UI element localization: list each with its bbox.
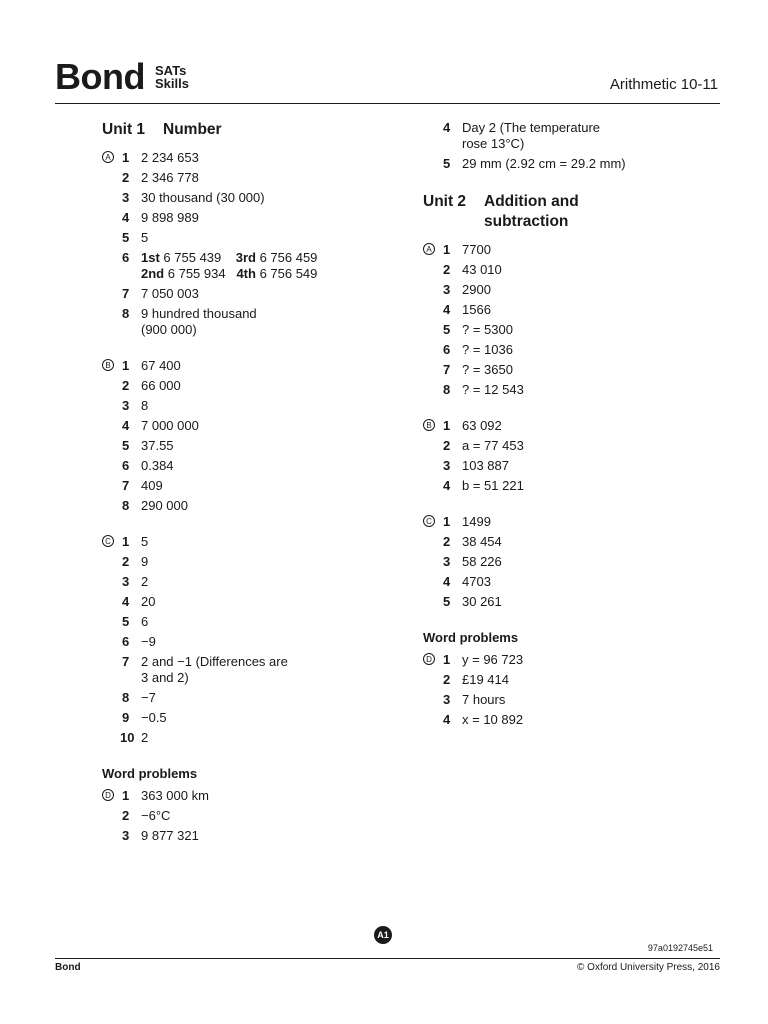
question-number: 4 xyxy=(122,594,130,609)
question-number: 9 xyxy=(122,710,130,725)
answer-text: 1st 6 755 439 3rd 6 756 459 2nd 6 755 934 4th 6 756 549 xyxy=(141,250,318,281)
question-number: 3 xyxy=(443,692,451,707)
answer-row xyxy=(423,652,723,668)
answer-row xyxy=(102,788,382,804)
answer-row xyxy=(102,418,382,434)
answer-text: a = 77 453 xyxy=(462,438,524,453)
question-number: 5 xyxy=(443,594,451,609)
answer-row xyxy=(102,574,382,590)
unit-1-section-a xyxy=(102,150,382,338)
question-number: 3 xyxy=(122,398,130,413)
question-number: 1 xyxy=(122,358,130,373)
answer-text: 9 877 321 xyxy=(141,828,199,843)
question-number: 7 xyxy=(122,478,130,493)
answer-text: 103 887 xyxy=(462,458,509,473)
answer-text: 5 xyxy=(141,534,149,549)
brand-subtitle-line-1: SATs xyxy=(155,63,187,78)
answer-row xyxy=(423,594,723,610)
answer-text: b = 51 221 xyxy=(462,478,524,493)
unit-number: Unit 1 xyxy=(102,121,146,138)
answer-text: 1566 xyxy=(462,302,491,317)
question-number: 7 xyxy=(443,362,451,377)
answer-text: 30 thousand (30 000) xyxy=(141,190,265,205)
answer-text: −6°C xyxy=(141,808,171,823)
brand-subtitle-line-2: Skills xyxy=(155,76,189,91)
question-number: 2 xyxy=(122,808,130,823)
answer-row xyxy=(423,418,723,434)
footer-divider xyxy=(55,958,720,959)
answer-row xyxy=(102,710,382,726)
question-number: 5 xyxy=(122,438,130,453)
answer-row xyxy=(102,398,382,414)
question-number: 10 xyxy=(120,730,135,745)
answer-row xyxy=(102,170,382,186)
answer-row xyxy=(102,210,382,226)
answer-row xyxy=(423,458,723,474)
unit-name: Addition and subtraction xyxy=(484,193,579,230)
answer-text: −9 xyxy=(141,634,156,649)
answer-row xyxy=(423,712,723,728)
brand-logo: Bond xyxy=(55,56,145,97)
answer-text: 37.55 xyxy=(141,438,174,453)
section-a-badge: A xyxy=(102,151,114,163)
answer-row xyxy=(102,730,382,746)
section-c-badge: C xyxy=(102,535,114,547)
answer-row xyxy=(102,190,382,206)
answer-row xyxy=(102,654,382,686)
question-number: 5 xyxy=(122,230,130,245)
answer-row xyxy=(102,230,382,246)
answer-text: 58 226 xyxy=(462,554,502,569)
answer-row xyxy=(423,554,723,570)
answer-text: £19 414 xyxy=(462,672,509,687)
question-number: 5 xyxy=(122,614,130,629)
unit-1-section-d-continued xyxy=(423,120,723,172)
answer-text: 43 010 xyxy=(462,262,502,277)
answer-row xyxy=(102,498,382,514)
question-number: 8 xyxy=(122,306,130,321)
answer-text: 38 454 xyxy=(462,534,502,549)
footer-copyright: © Oxford University Press, 2016 xyxy=(577,962,720,973)
question-number: 2 xyxy=(122,378,130,393)
unit-2-section-b xyxy=(423,418,723,494)
question-number: 4 xyxy=(443,712,451,727)
answer-text: 2900 xyxy=(462,282,491,297)
page-number-badge: A1 xyxy=(374,926,392,944)
answer-row xyxy=(102,458,382,474)
question-number: 4 xyxy=(443,574,451,589)
unit-2-section-a xyxy=(423,242,723,398)
question-number: 3 xyxy=(122,574,130,589)
question-number: 3 xyxy=(443,554,451,569)
answer-row xyxy=(102,286,382,302)
answer-text: 2 and −1 (Differences are 3 and 2) xyxy=(141,654,288,685)
unit-2-title xyxy=(423,192,723,232)
question-number: 1 xyxy=(443,242,451,257)
question-number: 3 xyxy=(122,190,130,205)
unit-name: Number xyxy=(163,121,222,138)
answer-row xyxy=(423,534,723,550)
answer-row xyxy=(102,478,382,494)
answer-text: Day 2 (The temperature rose 13°C) xyxy=(462,120,601,151)
right-column xyxy=(423,120,723,748)
answer-row xyxy=(423,120,723,152)
question-number: 6 xyxy=(122,458,130,473)
answer-text: 29 mm (2.92 cm = 29.2 mm) xyxy=(462,156,626,171)
answer-row xyxy=(102,534,382,550)
question-number: 2 xyxy=(443,438,451,453)
unit-number: Unit 2 xyxy=(423,193,467,210)
question-number: 3 xyxy=(443,282,451,297)
answer-row xyxy=(102,808,382,824)
answer-text: 290 000 xyxy=(141,498,188,513)
unit-1-section-d xyxy=(102,788,382,844)
answer-text: 8 xyxy=(141,398,149,413)
answer-text: 4703 xyxy=(462,574,491,589)
question-number: 2 xyxy=(122,554,130,569)
footer-brand: Bond xyxy=(55,962,81,973)
answer-row xyxy=(423,514,723,530)
question-number: 5 xyxy=(443,322,451,337)
answer-text: 2 xyxy=(141,574,149,589)
answer-text: 2 xyxy=(141,730,149,745)
answer-row xyxy=(102,614,382,630)
word-problems-heading: Word problems xyxy=(423,630,519,645)
header-divider xyxy=(55,103,720,104)
answer-text: 2 346 778 xyxy=(141,170,199,185)
answer-text: 7 hours xyxy=(462,692,506,707)
answer-row xyxy=(102,250,382,282)
question-number: 4 xyxy=(443,120,451,135)
answer-row xyxy=(102,594,382,610)
question-number: 5 xyxy=(443,156,451,171)
answer-text: y = 96 723 xyxy=(462,652,524,667)
page-header xyxy=(55,58,720,104)
question-number: 1 xyxy=(122,788,130,803)
question-number: 8 xyxy=(122,498,130,513)
answer-row xyxy=(102,690,382,706)
answer-row xyxy=(102,634,382,650)
answer-text: −0.5 xyxy=(141,710,167,725)
question-number: 1 xyxy=(443,514,451,529)
brand-subtitle xyxy=(155,64,189,90)
answer-row xyxy=(423,242,723,258)
section-d-badge: D xyxy=(423,653,435,665)
answer-text: ? = 5300 xyxy=(462,322,513,337)
answer-text: ? = 1036 xyxy=(462,342,513,357)
word-problems-heading: Word problems xyxy=(102,766,198,781)
answer-row xyxy=(423,672,723,688)
answer-row xyxy=(423,322,723,338)
answer-text: ? = 12 543 xyxy=(462,382,524,397)
question-number: 2 xyxy=(443,262,451,277)
unit-1-section-b xyxy=(102,358,382,514)
question-number: 4 xyxy=(122,418,130,433)
answer-text: 1499 xyxy=(462,514,491,529)
question-number: 2 xyxy=(122,170,130,185)
answer-text: 7700 xyxy=(462,242,491,257)
answer-text: 2 234 653 xyxy=(141,150,199,165)
question-number: 8 xyxy=(122,690,130,705)
answer-row xyxy=(102,306,382,338)
answer-row xyxy=(423,262,723,278)
question-number: 6 xyxy=(122,634,130,649)
answer-row xyxy=(423,342,723,358)
section-b-badge: B xyxy=(102,359,114,371)
section-a-badge: A xyxy=(423,243,435,255)
question-number: 6 xyxy=(122,250,130,265)
unit-1-title xyxy=(102,120,382,140)
answer-row xyxy=(423,382,723,398)
answer-text: ? = 3650 xyxy=(462,362,513,377)
section-d-badge: D xyxy=(102,789,114,801)
question-number: 4 xyxy=(122,210,130,225)
answer-row xyxy=(102,554,382,570)
answer-text: 9 xyxy=(141,554,149,569)
answer-text: 7 050 003 xyxy=(141,286,199,301)
question-number: 1 xyxy=(122,534,130,549)
answer-text: 363 000 km xyxy=(141,788,209,803)
answer-row xyxy=(423,438,723,454)
question-number: 3 xyxy=(443,458,451,473)
question-number: 7 xyxy=(122,286,130,301)
answer-row xyxy=(102,358,382,374)
question-number: 3 xyxy=(122,828,130,843)
question-number: 1 xyxy=(443,418,451,433)
answer-row xyxy=(102,828,382,844)
answer-row xyxy=(423,156,723,172)
answer-text: 5 xyxy=(141,230,149,245)
answer-text: 7 000 000 xyxy=(141,418,199,433)
answer-text: 66 000 xyxy=(141,378,181,393)
question-number: 7 xyxy=(122,654,130,669)
answer-row xyxy=(102,438,382,454)
question-number: 8 xyxy=(443,382,451,397)
answer-row xyxy=(423,362,723,378)
answer-row xyxy=(102,150,382,166)
answer-text: 67 400 xyxy=(141,358,181,373)
answer-text: 63 092 xyxy=(462,418,502,433)
answer-row xyxy=(423,692,723,708)
answer-text: 0.384 xyxy=(141,458,174,473)
answer-row xyxy=(423,302,723,318)
answer-row xyxy=(423,478,723,494)
unit-2-section-d xyxy=(423,652,723,728)
unit-1-section-c xyxy=(102,534,382,746)
section-c-badge: C xyxy=(423,515,435,527)
answer-row xyxy=(423,282,723,298)
answer-text: 409 xyxy=(141,478,163,493)
answer-text: −7 xyxy=(141,690,156,705)
answer-text: 6 xyxy=(141,614,149,629)
answer-text: 9 898 989 xyxy=(141,210,199,225)
question-number: 2 xyxy=(443,534,451,549)
question-number: 4 xyxy=(443,302,451,317)
question-number: 4 xyxy=(443,478,451,493)
document-code: 97a0192745e51 xyxy=(647,943,713,953)
question-number: 1 xyxy=(443,652,451,667)
answer-row xyxy=(423,574,723,590)
left-column xyxy=(102,120,382,864)
answer-row xyxy=(102,378,382,394)
book-title: Arithmetic 10-11 xyxy=(609,76,718,93)
question-number: 2 xyxy=(443,672,451,687)
section-b-badge: B xyxy=(423,419,435,431)
question-number: 1 xyxy=(122,150,130,165)
question-number: 6 xyxy=(443,342,451,357)
answer-text: 20 xyxy=(141,594,156,609)
answer-text: 9 hundred thousand (900 000) xyxy=(141,306,257,337)
answer-text: x = 10 892 xyxy=(462,712,524,727)
unit-2-section-c xyxy=(423,514,723,610)
answer-text: 30 261 xyxy=(462,594,502,609)
